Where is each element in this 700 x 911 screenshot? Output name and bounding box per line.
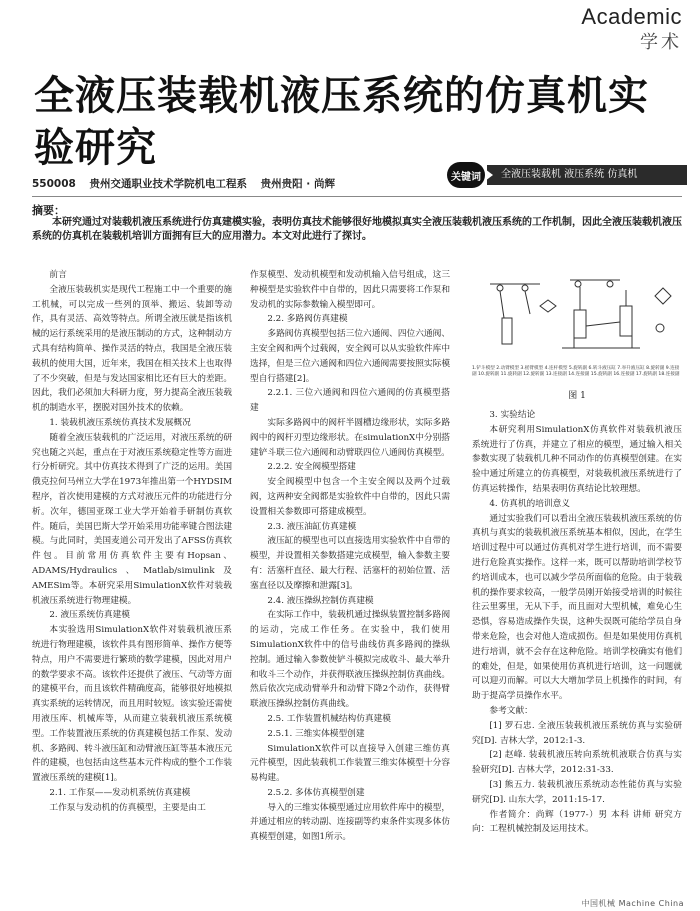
section-heading: 2.1. 工作泵——发动机系统仿真建模	[49, 787, 191, 798]
paragraph: 本研究利用SimulationX仿真软件对装载机液压系统进行了仿真，并建立了相应的模型，通过输入相关参数实现了装载机几种不同动作的仿真模型创建。在实验中通过所建立的仿真模型，对装载机液压系统进行了仿真运转操作，结果表明仿真结论比较理想。	[472, 424, 682, 494]
paragraph: 安全阀模型中包含一个主安全阀以及两个过载阀，这两种安全阀都是实验软件中自带的，因此只需设置相关参数即可搭建成模型。	[250, 477, 450, 517]
linkage-diagram	[470, 266, 684, 366]
section-heading: 参考文献：	[489, 705, 533, 716]
section-heading: 2. 液压系统仿真建模	[49, 610, 130, 621]
section-heading: 4. 仿真机的培训意义	[489, 498, 570, 509]
reference-item: 作者简介：尚辉（1977-）男 本科 讲师 研究方向：工程机械控制及运用技术。	[472, 809, 682, 835]
paragraph: 全液压装载机实是现代工程施工中一个重要的施工机械，可以完成一些列的顶举、搬运、装卸等动作，具有灵活、高效等特点。所谓全液压就是指该机械的运行系统采用的是液压制动的方式，这种制动方式具有结构简单、操作灵活的特点，我国是全液压装载机的使用大国，近年来，我国在相关技术上也取得了不少突破，但是与发达国家相比还有巨大的差距。因此，我们必须加大科研力度，努力提高全液压装载机的制造水平，摆脱对国外技术的依赖。	[32, 284, 232, 414]
section-heading: 2.5. 工作装置机械结构仿真建模	[267, 713, 391, 724]
postcode: 550008	[32, 178, 76, 190]
section-heading: 2.5.2. 多体仿真模型创建	[267, 787, 365, 798]
section-heading: 2.5.1. 三维实体模型创建	[267, 728, 365, 739]
paragraph: 随着全液压装载机的广泛运用，对液压系统的研究也随之兴起，重点在于对液压系统稳定性等方面进行分析研究。其中仿真技术得到了广泛的运用。美国俄克拉何马州立大学在1973年推出第一个HYDSIM程序，首次使用建模的方式对液压元件的功能进行分析。次年，德国亚琛工业大学开始着手研制仿真软件。随后，美国巴斯大学开始采用功能率键合图法建模。与此同时，美国麦道公司开发出了AFSS仿真软件包。目前常用仿真软件主要有Hopsan、ADAMS/Hydraulics、Matlab/simulink及AMESim等。本研究采用SimulationX软件对装载机液压系统进行物理建模。	[32, 432, 232, 606]
header-divider	[32, 196, 682, 197]
article-title: 全液压装载机液压系统的仿真机实验研究	[34, 73, 649, 171]
section-heading: 2.3. 液压油缸仿真建模	[267, 521, 357, 532]
figure-1	[470, 266, 684, 406]
section-tag	[581, 4, 682, 54]
paragraph: 工作泵与发动机的仿真模型，主要是由工	[49, 802, 206, 813]
section-heading: 2.2.1. 三位六通阀和四位六通阀的仿真模型搭建	[250, 388, 450, 414]
section-tag-en: Academic	[581, 4, 682, 29]
paragraph: SimulationX软件可以直接导入创建三维仿真元件模型，因此装载机工作装置三维实体模型十分容易构建。	[250, 743, 450, 784]
reference-item: [3] 熊五力. 装载机液压系统动态性能仿真与实验研究[D]. 山东大学，2011:15-17.	[472, 779, 682, 805]
reference-item: [2] 赵峰. 装载机液压转向系统机液联合仿真与实验研究[D]. 吉林大学，2012:31-33.	[472, 750, 682, 776]
keywords-list: 全液压装载机 液压系统 仿真机	[487, 165, 687, 185]
section-tag-zh: 学术	[640, 32, 682, 53]
reference-item: [1] 罗石忠. 全液压装载机液压系统仿真与实验研究[D]. 吉林大学，2012:1-3.	[472, 720, 682, 746]
paragraph: 通过实验我们可以看出全液压装载机液压系统的仿真机与真实的装载机液压系统基本相似，因此，在学生培训过程中可以通过仿真机对学生进行培训，而不需要进行危险真实操作。这样一来，既可以帮助培训学校节约培训成本，也可以减少学员所面临的危险。由于装载机的操作要求较高，一般学员刚开始接受培训的时候往往云里雾里，无从下手，而且面对大型机械，难免心生恐惧，容易造成操作失误，这种失误既可能给学员自身带来危险，也会对他人造成损伤。但是如果使用仿真机进行培训，就不会存在这种危险。培训学校确实有他们的难处，但是，如果使用仿真机进行培训，这一问题就可以迎刃而解。可以大大增加学员上机操作的时间，有助于提高学员操作水平。	[472, 513, 682, 702]
figure-caption: 图 1	[568, 391, 586, 401]
abstract-label: 摘要：	[32, 204, 65, 217]
keywords-badge: 关键词	[447, 162, 485, 188]
section-heading: 前言	[49, 270, 67, 280]
paragraph: 本实验选用SimulationX软件对装载机液压系统进行物理建模，该软件具有图形简单、操作方便等特点，用户不需要进行繁琐的数学建模，因此对用户的数学要求不高。该软件还提供了液压、气动等方面的建模平台，而且该软件精确度高，能够很好地模拟真实系统的运转情况，而且用时较短。该实验还需使用液压库、机械库等，从而建立装载机液压系统模型。工作装置液压系统的仿真建模包括工作泵、发动机、多路阀、转斗液压缸和动臂液压缸等基本液压元件的建模，也包括由这些基本元件构成的整个工作装置液压系统的建模[1]。	[32, 625, 232, 784]
journal-footer: 中国机械 Machine China	[581, 899, 684, 908]
paragraph: 在实际工作中，装载机通过操纵装置控制多路阀的运动，完成工作任务。在实验中，我们使用SimulationX软件中的信号曲线仿真多路阀的操纵控制。通过输入参数使铲斗模拟完成收斗、最大举升和收斗三个动作，并获得联液压操纵控制仿真曲线。然后依次完成动臂举升和动臂下降2个动作，获得臂联液压操纵控制仿真曲线。	[250, 610, 450, 710]
section-heading: 2.2.2. 安全阀模型搭建	[267, 462, 356, 473]
column-1	[32, 268, 232, 815]
abstract-text: 本研究通过对装载机液压系统进行仿真建模实验，表明仿真技术能够很好地模拟真实全液压装载机液压系统的工作机制，因此全液压装载机液压系统的仿真机在装载机培训方面拥有巨大的应用潜力。本文对此进行了探讨。	[32, 217, 682, 242]
section-heading: 2.4. 液压操纵控制仿真建模	[267, 595, 374, 606]
paragraph: 液压缸的模型也可以直接选用实验软件中自带的模型，并设置相关参数搭建完成模型，输入参数主要有：活塞杆直径、最大行程、活塞杆的初始位置、活塞直径以及摩擦和泄露[3]。	[250, 536, 450, 591]
paragraph: 导入的三维实体模型通过应用软件库中的模型，并通过相应的转动副、连接副等约束条件实现多体仿真模型创建，如图1所示。	[250, 802, 450, 843]
paragraph: 实际多路阀中的阀杆半圆槽边缘形状，实际多路阀中的阀杆刃型边缘形状。在simulationX中分别搭建铲斗联三位六通阀和动臂联四位八通阀仿真模型。	[250, 417, 450, 458]
affiliation: 贵州交通职业技术学院机电工程系	[89, 178, 247, 190]
section-heading: 2.2. 多路阀仿真建模	[267, 314, 348, 325]
paragraph: 多路阀仿真模型包括三位六通阀、四位六通阀、主安全阀和两个过载阀，安全阀可以从实验软件库中选择，但是三位六通阀和四位六通阀需要按照实际模型自行搭建[2]。	[250, 329, 450, 384]
byline	[32, 176, 345, 191]
column-2	[250, 268, 450, 845]
figure-legend: 1.铲斗模型 2.动臂模型 3.摇臂模型 4.连杆模型 5.旋转副 6.转斗液压缸 7.举升液压缸 8.旋转副 9.连接副 10.旋转副 11.旋转副 12.旋转副 13.连接副 14.连接副 15.旋转副 16.连接副 17.旋转副 18.连接副	[472, 366, 680, 377]
section-heading: 1. 装载机液压系统仿真技术发展概况	[49, 417, 191, 428]
author: 贵州贵阳 · 尚辉	[260, 178, 335, 190]
keywords-banner	[447, 162, 687, 190]
section-heading: 3. 实验结论	[489, 410, 536, 420]
arrow-icon	[485, 169, 493, 181]
paragraph: 作泵模型、发动机模型和发动机输入信号组成，这三种模型是实验软件中自带的，因此只需要将工作泵和发动机的实际参数输入模型即可。	[250, 270, 450, 310]
column-3	[472, 408, 682, 837]
